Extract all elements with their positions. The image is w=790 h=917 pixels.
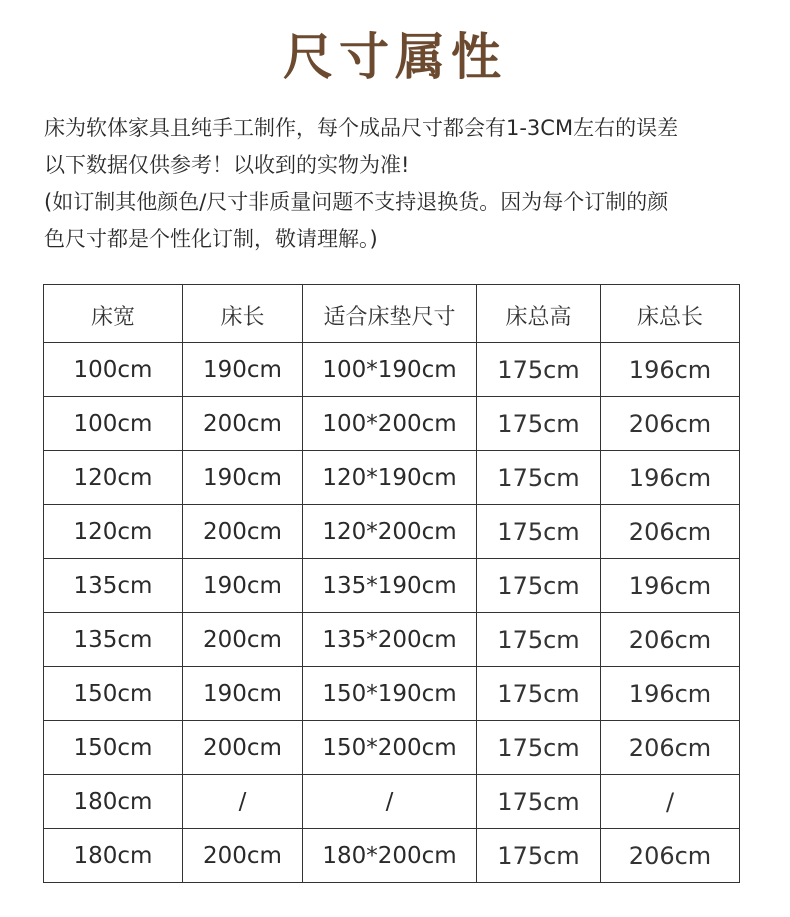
cell-bed-length: 190cm: [183, 451, 303, 505]
cell-total-height: 175cm: [477, 613, 601, 667]
cell-mattress-size: 135*190cm: [303, 559, 477, 613]
cell-bed-width: 180cm: [44, 775, 183, 829]
cell-bed-width: 150cm: [44, 721, 183, 775]
cell-bed-length: 200cm: [183, 397, 303, 451]
header-mattress-size: 适合床垫尺寸: [303, 285, 477, 343]
table-row: [44, 505, 740, 559]
cell-bed-length: /: [183, 775, 303, 829]
cell-mattress-size: 135*200cm: [303, 613, 477, 667]
cell-total-height: 175cm: [477, 397, 601, 451]
cell-bed-width: 120cm: [44, 505, 183, 559]
cell-total-height: 175cm: [477, 505, 601, 559]
cell-bed-length: 200cm: [183, 829, 303, 883]
table-row: [44, 667, 740, 721]
table-row: [44, 451, 740, 505]
cell-bed-width: 135cm: [44, 613, 183, 667]
cell-total-length: 206cm: [601, 505, 740, 559]
table-row: [44, 613, 740, 667]
cell-bed-length: 200cm: [183, 721, 303, 775]
cell-mattress-size: 120*190cm: [303, 451, 477, 505]
cell-total-length: /: [601, 775, 740, 829]
size-table: [43, 284, 740, 883]
cell-bed-length: 190cm: [183, 667, 303, 721]
cell-total-length: 206cm: [601, 397, 740, 451]
cell-bed-width: 120cm: [44, 451, 183, 505]
table-row: [44, 721, 740, 775]
header-bed-length: 床长: [183, 285, 303, 343]
cell-mattress-size: 100*200cm: [303, 397, 477, 451]
cell-total-height: 175cm: [477, 721, 601, 775]
cell-bed-length: 200cm: [183, 613, 303, 667]
header-bed-width: 床宽: [44, 285, 183, 343]
note-line: 床为软体家具且纯手工制作，每个成品尺寸都会有1-3CM左右的误差: [44, 116, 679, 140]
cell-bed-length: 190cm: [183, 343, 303, 397]
cell-bed-width: 135cm: [44, 559, 183, 613]
cell-total-length: 206cm: [601, 613, 740, 667]
table-header-row: [44, 285, 740, 343]
cell-total-height: 175cm: [477, 451, 601, 505]
cell-mattress-size: 150*200cm: [303, 721, 477, 775]
cell-total-length: 196cm: [601, 343, 740, 397]
cell-total-height: 175cm: [477, 775, 601, 829]
table-row: [44, 343, 740, 397]
cell-total-length: 196cm: [601, 559, 740, 613]
note-line: (如订制其他颜色/尺寸非质量问题不支持退换货。因为每个订制的颜: [44, 190, 669, 214]
table-row: [44, 397, 740, 451]
cell-mattress-size: /: [303, 775, 477, 829]
cell-total-length: 206cm: [601, 721, 740, 775]
cell-mattress-size: 100*190cm: [303, 343, 477, 397]
cell-mattress-size: 120*200cm: [303, 505, 477, 559]
page-title: 尺寸属性: [283, 28, 507, 86]
cell-bed-width: 180cm: [44, 829, 183, 883]
cell-bed-width: 100cm: [44, 397, 183, 451]
cell-mattress-size: 180*200cm: [303, 829, 477, 883]
cell-bed-length: 190cm: [183, 559, 303, 613]
note-line: 色尺寸都是个性化订制，敬请理解。): [44, 227, 378, 251]
table-row: [44, 775, 740, 829]
cell-mattress-size: 150*190cm: [303, 667, 477, 721]
cell-total-height: 175cm: [477, 667, 601, 721]
size-notes: [44, 110, 754, 258]
table-row: [44, 559, 740, 613]
cell-total-height: 175cm: [477, 343, 601, 397]
header-total-length: 床总长: [601, 285, 740, 343]
cell-total-length: 206cm: [601, 829, 740, 883]
cell-bed-width: 150cm: [44, 667, 183, 721]
table-row: [44, 829, 740, 883]
cell-bed-width: 100cm: [44, 343, 183, 397]
note-line: 以下数据仅供参考！以收到的实物为准!: [44, 153, 410, 177]
cell-total-height: 175cm: [477, 829, 601, 883]
cell-total-length: 196cm: [601, 451, 740, 505]
cell-total-height: 175cm: [477, 559, 601, 613]
cell-total-length: 196cm: [601, 667, 740, 721]
cell-bed-length: 200cm: [183, 505, 303, 559]
header-total-height: 床总高: [477, 285, 601, 343]
table-body: [44, 343, 740, 883]
